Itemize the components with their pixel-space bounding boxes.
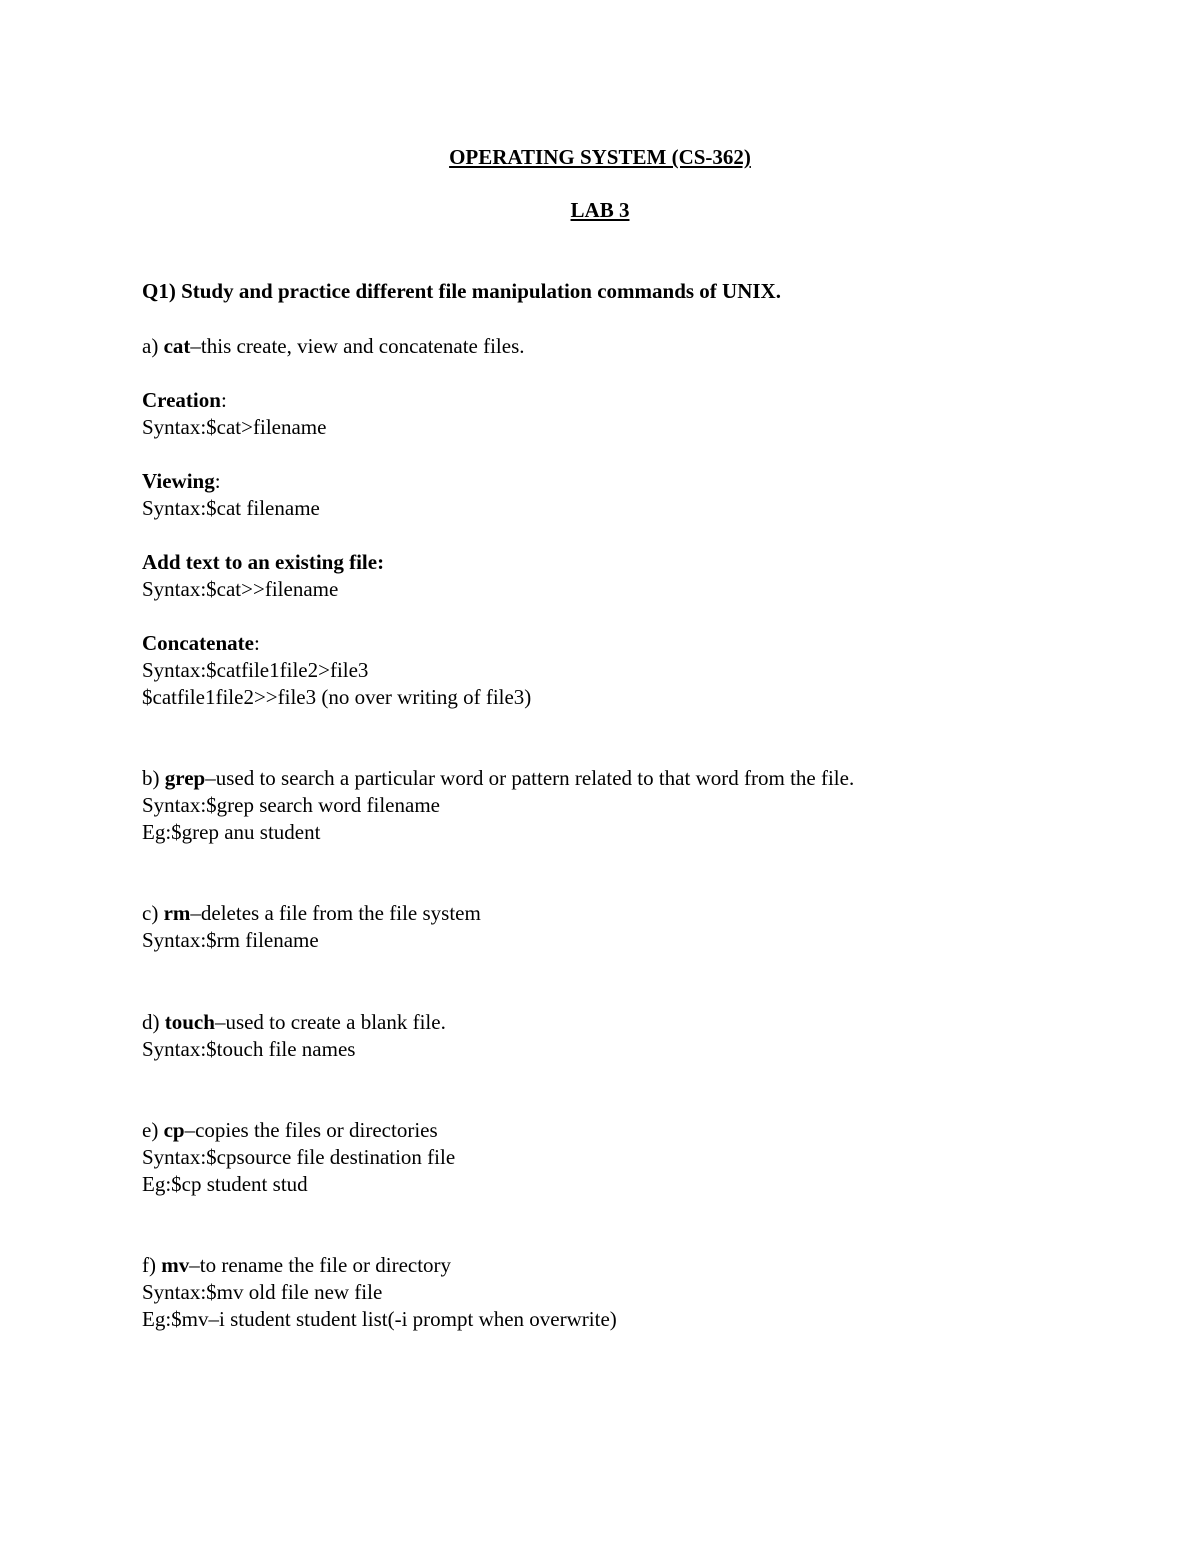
grep-example: Eg:$grep anu student xyxy=(142,820,321,844)
question-heading: Q1) Study and practice different file manipulation commands of UNIX. xyxy=(142,279,781,303)
creation-label: Creation xyxy=(142,388,221,412)
creation-syntax: Syntax:$cat>filename xyxy=(142,415,327,439)
cat-command: cat xyxy=(163,334,191,358)
mv-description: –to rename the file or directory xyxy=(189,1253,452,1277)
mv-syntax: Syntax:$mv old file new file xyxy=(142,1280,383,1304)
touch-command: touch xyxy=(164,1010,215,1034)
rm-prefix: c) xyxy=(142,901,164,925)
cat-prefix: a) xyxy=(142,334,164,358)
grep-item xyxy=(142,765,854,791)
viewing-label: Viewing xyxy=(142,469,215,493)
touch-description: –used to create a blank file. xyxy=(214,1010,446,1034)
rm-item xyxy=(142,900,481,926)
add-text-heading: Add text to an existing file: xyxy=(142,550,385,574)
cp-command: cp xyxy=(163,1118,185,1142)
cat-description: –this create, view and concatenate files. xyxy=(190,334,525,358)
mv-command: mv xyxy=(161,1253,190,1277)
touch-item xyxy=(142,1009,446,1035)
viewing-colon: : xyxy=(214,469,221,493)
viewing-syntax: Syntax:$cat filename xyxy=(142,496,320,520)
grep-command: grep xyxy=(164,766,206,790)
grep-syntax: Syntax:$grep search word filename xyxy=(142,793,440,817)
cp-example: Eg:$cp student stud xyxy=(142,1172,308,1196)
rm-command: rm xyxy=(163,901,191,925)
rm-syntax: Syntax:$rm filename xyxy=(142,928,319,952)
concatenate-syntax-append: $catfile1file2>>file3 (no over writing of file3) xyxy=(142,685,532,709)
concatenate-heading xyxy=(142,630,260,656)
cat-item xyxy=(142,333,525,359)
creation-colon: : xyxy=(220,388,227,412)
add-text-syntax: Syntax:$cat>>filename xyxy=(142,577,339,601)
viewing-heading xyxy=(142,468,221,494)
mv-prefix: f) xyxy=(142,1253,162,1277)
document-title: OPERATING SYSTEM (CS-362) xyxy=(449,145,751,169)
cp-item xyxy=(142,1117,438,1143)
cp-syntax: Syntax:$cpsource file destination file xyxy=(142,1145,456,1169)
touch-prefix: d) xyxy=(142,1010,165,1034)
concatenate-label: Concatenate xyxy=(142,631,254,655)
lab-number: LAB 3 xyxy=(570,198,630,222)
cp-description: –copies the files or directories xyxy=(184,1118,438,1142)
concatenate-syntax: Syntax:$catfile1file2>file3 xyxy=(142,658,369,682)
mv-item xyxy=(142,1252,451,1278)
grep-prefix: b) xyxy=(142,766,165,790)
mv-example: Eg:$mv–i student student list(-i prompt when overwrite) xyxy=(142,1307,617,1331)
cp-prefix: e) xyxy=(142,1118,164,1142)
touch-syntax: Syntax:$touch file names xyxy=(142,1037,356,1061)
concatenate-colon: : xyxy=(253,631,260,655)
rm-description: –deletes a file from the file system xyxy=(190,901,481,925)
creation-heading xyxy=(142,387,227,413)
grep-description: –used to search a particular word or pattern related to that word from the file. xyxy=(205,766,855,790)
